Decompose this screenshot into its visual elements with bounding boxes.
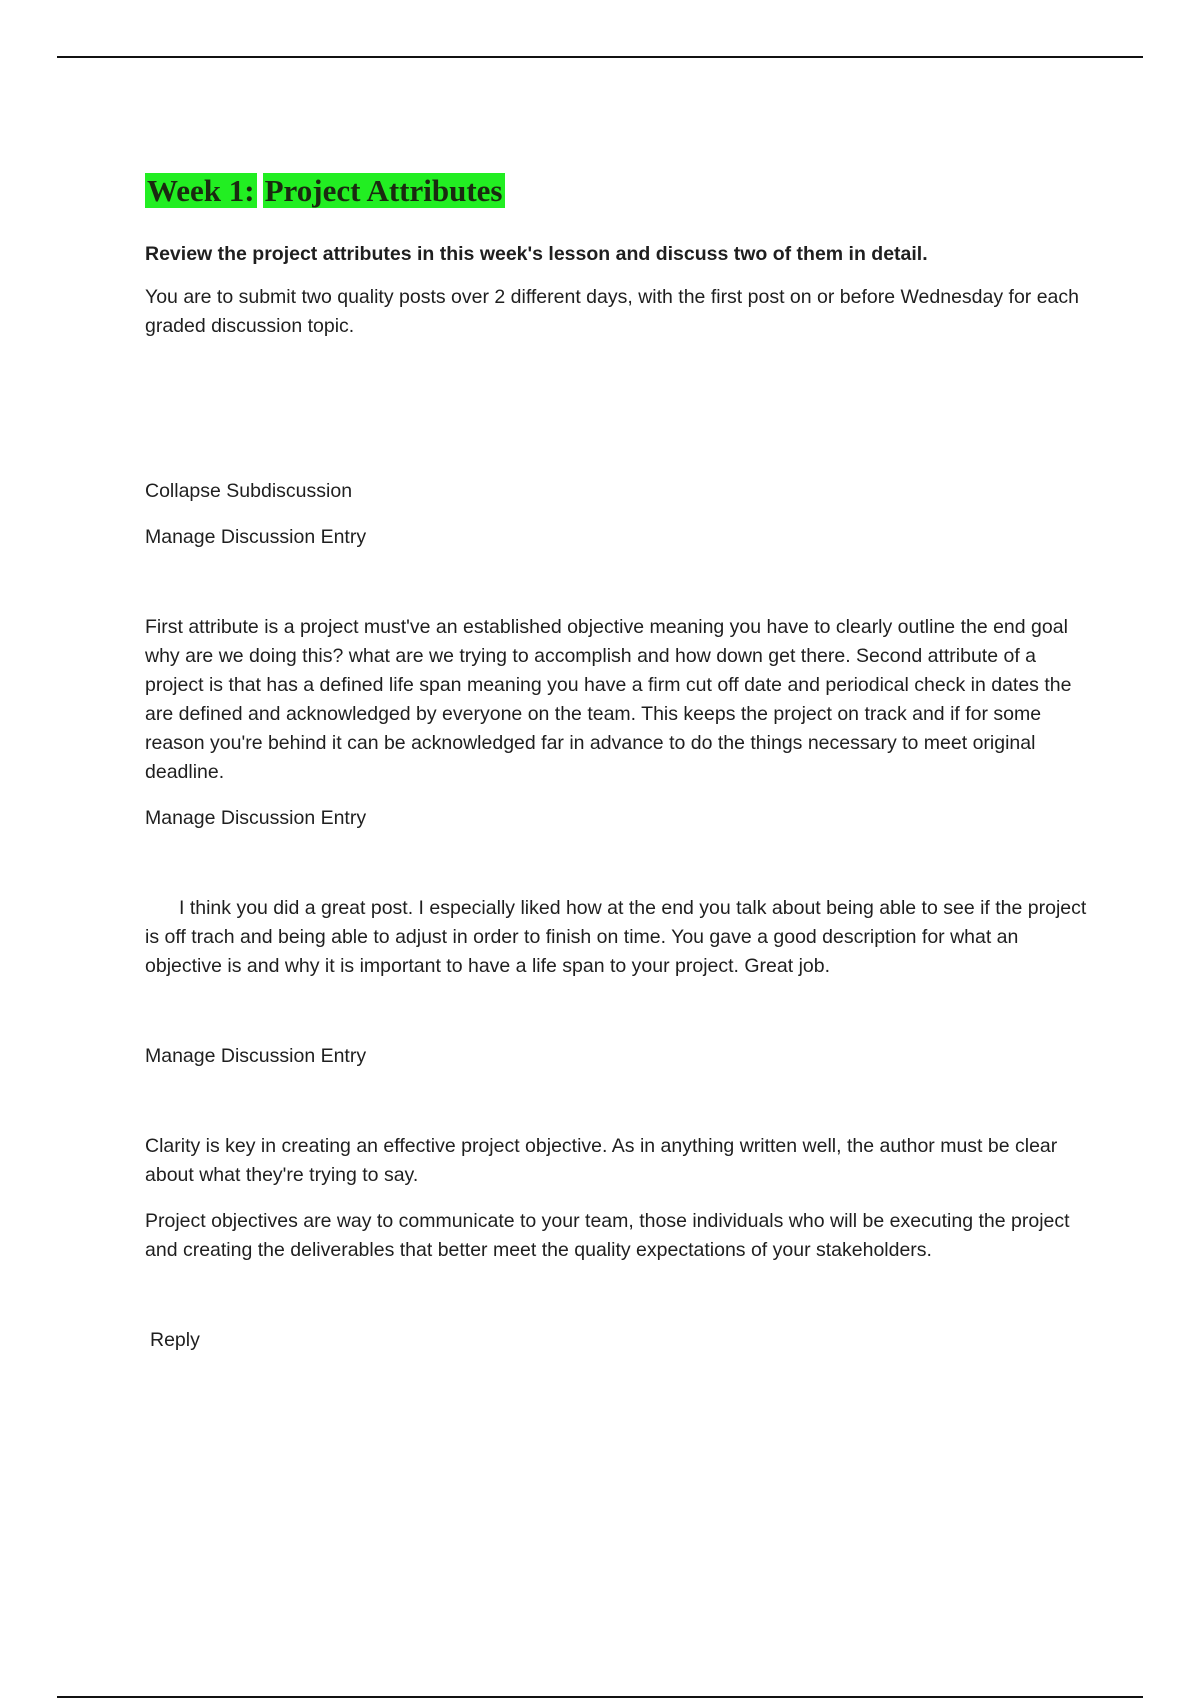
bottom-divider [57,1696,1143,1698]
title-part-topic: Project Attributes [264,173,503,208]
manage-discussion-entry-link[interactable]: Manage Discussion Entry [145,1045,367,1067]
top-divider [57,56,1143,58]
reply-entry-text: Project objectives are way to communicate to your team, those individuals who will be executing the project and creating the deliverables that better meet the quality expectations of your stakeholders. [145,1210,1070,1261]
manage-discussion-entry-link[interactable]: Manage Discussion Entry [145,526,367,548]
discussion-entry-text: First attribute is a project must've an established objective meaning you have to clearly outline the end goal why are we doing this? what are we trying to accomplish and how down get there. Second attribute of a project is that has a defined life span meaning you have a firm cut off date and periodical check in dates the are defined and acknowledged by everyone on the team. This keeps the project on track and if for some reason you're behind it can be acknowledged far in advance to do the things necessary to meet original deadline. [145,616,1072,783]
manage-discussion-entry-link[interactable]: Manage Discussion Entry [145,807,367,829]
discussion-prompt: Review the project attributes in this week's lesson and discuss two of them in detail. [145,243,928,265]
page-title [145,172,1095,210]
reply-entry-text: Clarity is key in creating an effective project objective. As in anything written well, the author must be clear about what they're trying to say. [145,1135,1058,1186]
title-part-week: Week 1: [147,173,255,208]
reply-link[interactable]: Reply [150,1329,200,1351]
discussion-instructions: You are to submit two quality posts over 2 different days, with the first post on or before Wednesday for each graded discussion topic. [145,286,1079,337]
reply-entry-text: I think you did a great post. I especially liked how at the end you talk about being able to see if the project is off trach and being able to adjust in order to finish on time. You gave a good description for what an objective is and why it is important to have a life span to your project. Great job. [145,897,1087,977]
document-body [145,172,1095,1355]
collapse-subdiscussion-link[interactable]: Collapse Subdiscussion [145,480,353,502]
